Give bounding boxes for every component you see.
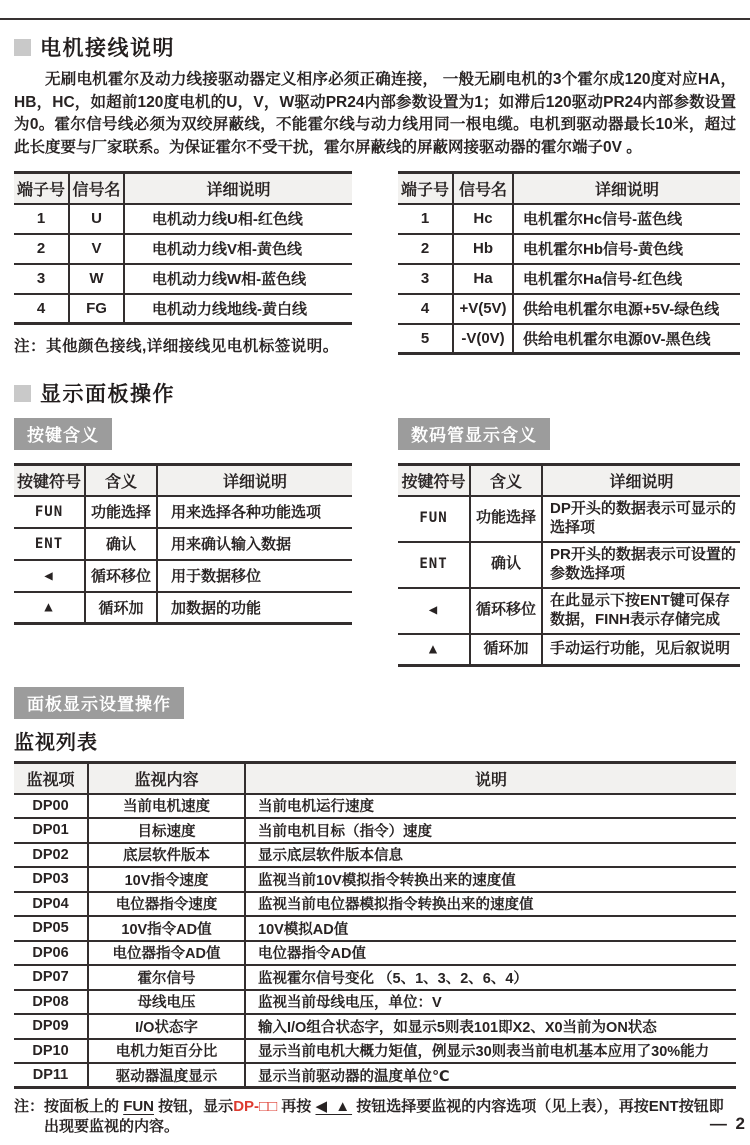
table-cell: 在此显示下按ENT键可保存数据，FINH表示存储完成 [542, 588, 740, 634]
table-cell: 底层软件版本 [88, 843, 245, 868]
table-cell: -V(0V) [453, 324, 513, 354]
table-cell: FUN [398, 496, 470, 542]
digit-display-table [398, 463, 740, 667]
arrow-keys-reference: ◀ ▲ [315, 1098, 353, 1115]
column-header: 监视项 [14, 763, 88, 794]
table-row [14, 264, 352, 294]
table-cell: 4 [14, 294, 69, 324]
table-cell: 用来确认输入数据 [157, 528, 352, 560]
table-cell: U [69, 204, 124, 234]
digits-table-column [398, 463, 740, 667]
table-row [14, 560, 352, 592]
table-cell: 功能选择 [85, 496, 157, 528]
terminal-tables-row [14, 171, 736, 356]
keys-badge-column [14, 418, 352, 450]
table-cell: ENT [14, 528, 85, 560]
table-header-row [14, 465, 352, 496]
hall-terminal-table [398, 171, 740, 355]
table-row [14, 1014, 736, 1039]
table-row [398, 634, 740, 666]
table-cell: ◀ [14, 560, 85, 592]
table-cell: 循环加 [470, 634, 542, 666]
table-cell: 功能选择 [470, 496, 542, 542]
table-row [398, 294, 740, 324]
note-label: 注： [14, 1098, 45, 1115]
table-cell: DP10 [14, 1039, 88, 1064]
page-number: — 2 [709, 1114, 747, 1133]
table-cell: 显示当前电机大概力矩值，例显示30则表当前电机基本应用了30%能力 [245, 1039, 736, 1064]
table-row [398, 588, 740, 634]
table-row [14, 1039, 736, 1064]
table-row [14, 867, 736, 892]
table-cell: 循环移位 [470, 588, 542, 634]
digits-badge-column [398, 418, 740, 450]
table-cell: 电机霍尔Hb信号-黄色线 [513, 234, 740, 264]
table-cell: DP03 [14, 867, 88, 892]
table-cell: 显示底层软件版本信息 [245, 843, 736, 868]
power-table-column [14, 171, 352, 356]
table-cell: +V(5V) [453, 294, 513, 324]
column-header: 详细说明 [542, 465, 740, 496]
bottom-note [14, 1097, 736, 1137]
table-cell: 显示当前驱动器的温度单位℃ [245, 1063, 736, 1088]
table-cell: ◀ [398, 588, 470, 634]
table-cell: 监视当前母线电压，单位：V [245, 990, 736, 1015]
digit-display-meaning-badge: 数码管显示含义 [398, 418, 550, 450]
table-cell: 确认 [85, 528, 157, 560]
monitor-list-title: 监视列表 [14, 732, 98, 754]
table-cell: 5 [398, 324, 453, 354]
table-cell: 确认 [470, 542, 542, 588]
table-cell: 3 [14, 264, 69, 294]
table-header-row [14, 173, 352, 204]
section-display-panel-heading [14, 378, 736, 408]
table-cell: Hc [453, 204, 513, 234]
table-cell: DP09 [14, 1014, 88, 1039]
table-cell: 电位器指令AD值 [245, 941, 736, 966]
table-row [14, 204, 352, 234]
column-header: 端子号 [14, 173, 69, 204]
hall-table-column [398, 171, 740, 355]
table-row [398, 234, 740, 264]
column-header: 信号名 [69, 173, 124, 204]
table-cell: 监视当前电位器模拟指令转换出来的速度值 [245, 892, 736, 917]
column-header: 按键符号 [14, 465, 85, 496]
table-cell: FUN [14, 496, 85, 528]
keys-meaning-badge: 按键含义 [14, 418, 112, 450]
table-row [14, 528, 352, 560]
table-cell: 1 [14, 204, 69, 234]
table-cell: V [69, 234, 124, 264]
column-header: 说明 [245, 763, 736, 794]
table-row [14, 1063, 736, 1088]
table-row [14, 843, 736, 868]
table-cell: 电位器指令速度 [88, 892, 245, 917]
table-cell: DP06 [14, 941, 88, 966]
table-cell: FG [69, 294, 124, 324]
table-cell: 电机力矩百分比 [88, 1039, 245, 1064]
column-header: 信号名 [453, 173, 513, 204]
table-row [14, 794, 736, 819]
table-cell: 当前电机速度 [88, 794, 245, 819]
table-cell: DP开头的数据表示可显示的选择项 [542, 496, 740, 542]
keys-table-column [14, 463, 352, 625]
section-title: 显示面板操作 [40, 383, 175, 406]
table-cell: 霍尔信号 [88, 965, 245, 990]
table-row [398, 324, 740, 354]
table-cell: 电机霍尔Hc信号-蓝色线 [513, 204, 740, 234]
table-cell: 供给电机霍尔电源0V-黑色线 [513, 324, 740, 354]
table-cell: DP11 [14, 1063, 88, 1088]
table-cell: 母线电压 [88, 990, 245, 1015]
badges-row [14, 418, 736, 450]
column-header: 监视内容 [88, 763, 245, 794]
table-cell: 当前电机运行速度 [245, 794, 736, 819]
column-header: 详细说明 [513, 173, 740, 204]
table-cell: 循环移位 [85, 560, 157, 592]
table-row [398, 496, 740, 542]
table-cell: I/O状态字 [88, 1014, 245, 1039]
note-seg: 按面板上的 [44, 1098, 124, 1115]
table-cell: DP00 [14, 794, 88, 819]
table-cell: ENT [398, 542, 470, 588]
table-row [14, 965, 736, 990]
table-row [14, 592, 352, 624]
table-row [14, 496, 352, 528]
table-row [14, 941, 736, 966]
column-header: 详细说明 [124, 173, 352, 204]
note-seg: 按钮选择要监视的内容选项（见上表），再按ENT按钮即出现要监视的内容。 [44, 1098, 724, 1135]
section-motor-wiring-heading [14, 32, 736, 62]
table-cell: DP05 [14, 916, 88, 941]
table-cell: 当前电机目标（指令）速度 [245, 818, 736, 843]
key-meaning-table [14, 463, 352, 625]
table-cell: 1 [398, 204, 453, 234]
table-row [14, 818, 736, 843]
table-cell: DP08 [14, 990, 88, 1015]
table-cell: DP07 [14, 965, 88, 990]
column-header: 端子号 [398, 173, 453, 204]
column-header: 详细说明 [157, 465, 352, 496]
table-cell: 电机动力线地线-黄白线 [124, 294, 352, 324]
table-cell: 用于数据移位 [157, 560, 352, 592]
table-cell: Hb [453, 234, 513, 264]
table-cell: 2 [398, 234, 453, 264]
table-row [14, 294, 352, 324]
note-body [44, 1097, 736, 1137]
table-cell: DP02 [14, 843, 88, 868]
column-header: 含义 [85, 465, 157, 496]
section-title: 电机接线说明 [40, 37, 175, 60]
key-tables-row [14, 463, 736, 667]
table-cell: 监视霍尔信号变化 （5、1、3、2、6、4） [245, 965, 736, 990]
column-header: 含义 [470, 465, 542, 496]
panel-display-setting-badge: 面板显示设置操作 [14, 687, 184, 719]
table-row [398, 264, 740, 294]
fun-key-reference: FUN [123, 1098, 155, 1115]
table-cell: ▲ [14, 592, 85, 624]
table-header-row [14, 763, 736, 794]
table-cell: 供给电机霍尔电源+5V-绿色线 [513, 294, 740, 324]
power-table-note: 注：其他颜色接线,详细接线见电机标签说明。 [14, 338, 339, 355]
column-header: 按键符号 [398, 465, 470, 496]
table-row [14, 916, 736, 941]
power-terminal-table [14, 171, 352, 325]
table-row [14, 990, 736, 1015]
table-cell: 用来选择各种功能选项 [157, 496, 352, 528]
table-cell: 10V模拟AD值 [245, 916, 736, 941]
top-rule [0, 18, 750, 20]
table-cell: DP04 [14, 892, 88, 917]
table-cell: 驱动器温度显示 [88, 1063, 245, 1088]
note-seg: 再按 [277, 1098, 316, 1115]
table-cell: Ha [453, 264, 513, 294]
table-cell: 循环加 [85, 592, 157, 624]
table-cell: 2 [14, 234, 69, 264]
table-cell: 10V指令AD值 [88, 916, 245, 941]
table-cell: 电位器指令AD值 [88, 941, 245, 966]
table-row [398, 542, 740, 588]
section-square-icon [14, 39, 31, 56]
table-cell: 电机动力线V相-黄色线 [124, 234, 352, 264]
dp-code-red-text: DP-□□ [233, 1098, 278, 1115]
table-cell: 4 [398, 294, 453, 324]
table-cell: 加数据的功能 [157, 592, 352, 624]
wiring-paragraph: 无刷电机霍尔及动力线接驱动器定义相序必须正确连接， 一般无刷电机的3个霍尔成120度对应HA，HB，HC，如超前120度电机的U，V，W驱动PR24内部参数设置为1；如滞后120驱动PR24内部参数设置为0。霍尔信号线必须为双绞屏蔽线，不能霍尔线与动力线用同一根电缆。电机到驱动器最长10米，超过此长度要与厂家联系。为保证霍尔不受干扰，霍尔屏蔽线的屏蔽网接驱动器的霍尔端子0V 。 [14, 71, 736, 156]
table-cell: 电机动力线W相-蓝色线 [124, 264, 352, 294]
monitor-list-table [14, 761, 736, 1089]
table-cell: 3 [398, 264, 453, 294]
table-cell: PR开头的数据表示可设置的参数选择项 [542, 542, 740, 588]
table-header-row [398, 173, 740, 204]
table-cell: 电机动力线U相-红色线 [124, 204, 352, 234]
note-seg: 按钮，显示 [154, 1098, 234, 1115]
table-cell: 输入I/O组合状态字，如显示5则表101即X2、X0当前为ON状态 [245, 1014, 736, 1039]
table-cell: 10V指令速度 [88, 867, 245, 892]
table-cell: 电机霍尔Ha信号-红色线 [513, 264, 740, 294]
table-row [14, 234, 352, 264]
table-cell: 目标速度 [88, 818, 245, 843]
table-cell: W [69, 264, 124, 294]
table-header-row [398, 465, 740, 496]
table-cell: 监视当前10V模拟指令转换出来的速度值 [245, 867, 736, 892]
panel-setting-badge-row [14, 687, 736, 719]
table-cell: 手动运行功能，见后叙说明 [542, 634, 740, 666]
section-square-icon [14, 385, 31, 402]
table-cell: DP01 [14, 818, 88, 843]
table-row [14, 892, 736, 917]
table-cell: ▲ [398, 634, 470, 666]
table-row [398, 204, 740, 234]
